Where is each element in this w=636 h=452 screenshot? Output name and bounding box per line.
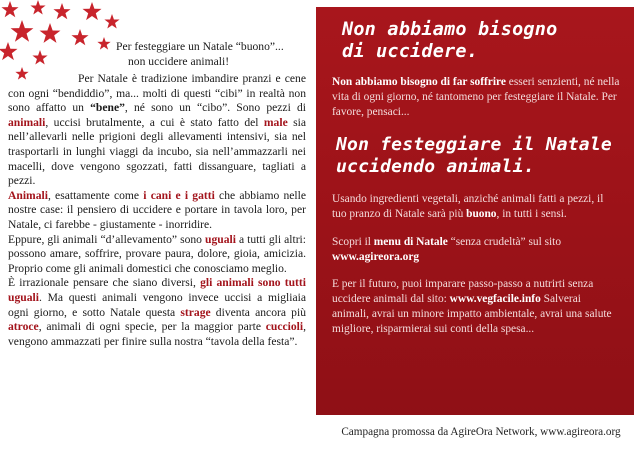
paragraph-4: È irrazionale pensare che siano diversi, gli animali sono tutti uguali. Ma questi animali vengono invece uccisi a migliaia ogni giorno, e sotto Natale questa strage diventa ancora più atroce, animali di ogni specie, per la maggior parte cuccioli, vengono ammazzati per finire sulla nostra “tavola della festa”. [8,276,306,348]
red-panel [316,7,634,415]
heading-dont-celebrate-killing: Non festeggiare il Natale uccidendo animali. [336,134,612,177]
paragraph-2: Animali, esattamente come i cani e i gatti che abbiamo nelle nostre case: il pensiero di uccidere e portare in tavola loro, per Natale, ci farebbe - giustamente - inorridire. [8,188,306,231]
panel-paragraph-3: Scopri il menu di Natale “senza crudeltà” sul sito www.agireora.org [332,236,562,263]
panel-paragraph-4: E per il futuro, puoi imparare passo-passo a nutrirti senza uccidere animali dal sito: www.vegfacile.info Salverai animali, avrai un minore impatto ambientale, avrai una salute migliore, risparmierai sui conti della spesa... [332,278,612,335]
panel-paragraph-2: Usando ingredienti vegetali, anziché animali fatti a pezzi, il tuo pranzo di Natale sarà più buono, in tutti i sensi. [332,193,604,220]
heading-no-need-to-kill: Non abbiamo bisogno di uccidere. [342,19,558,62]
lead-line-1: Per festeggiare un Natale “buono”... [116,40,284,53]
paragraph-1: Per Natale è tradizione imbandire pranzi e cene con ogni “bendiddio”, ma... molti di questi “cibi” in realtà non sono affatto un “bene”, né sono un “cibo”. Sono pezzi di animali, uccisi brutalmente, a cui è stato fatto del male sia nell’allevarli nelle prigioni degli allevamenti intensivi, sia nel trasportarli in lunghi viaggi da incubo, sia nell’ammazzarli nei macelli, dove vengono sgozzati, fatti dissanguare, tagliati a pezzi. [8,72,306,188]
body-text [8,72,306,349]
lead-text [116,40,304,69]
paragraph-3: Eppure, gli animali “d’allevamento” sono uguali a tutti gli altri: possono amare, soffrire, provare paura, dolore, gioia, amicizia. Proprio come gli animali domestici che conosciamo meglio. [8,232,306,275]
left-column [0,0,312,452]
agireora-link[interactable]: www.agireora.org [332,251,420,263]
panel-paragraph-1: Non abbiamo bisogno di far soffrire esseri senzienti, né nella vita di ogni giorno, né tantomeno per festeggiare il Natale. Per favore, pensaci... [332,76,620,118]
lead-line-2: non uccidere animali! [128,54,230,68]
vegfacile-link[interactable]: www.vegfacile.info [449,293,541,305]
campaign-credit: Campagna promossa da AgireOra Network, www.agireora.org [341,426,621,438]
